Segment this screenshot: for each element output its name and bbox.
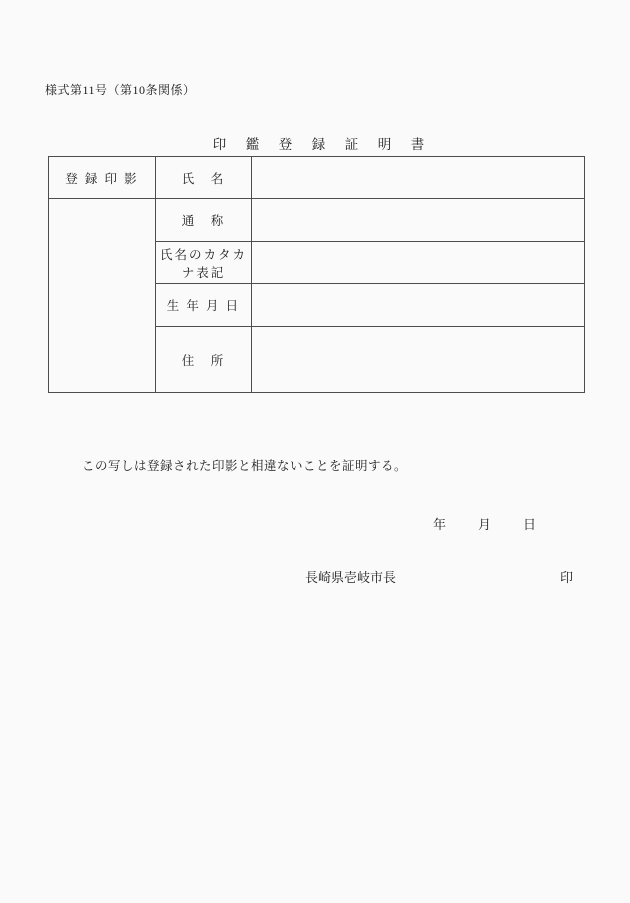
field-value-alias — [252, 199, 585, 242]
signature-line — [305, 567, 573, 586]
seal-placeholder-mark: 印 — [559, 570, 573, 585]
field-label-birthdate: 生 年 月 日 — [156, 284, 252, 327]
field-label-katakana-name: 氏名のカタカナ表記 — [156, 242, 252, 284]
field-label-address: 住 所 — [156, 327, 252, 393]
certification-statement: この写しは登録された印影と相違ないことを証明する。 — [82, 459, 408, 473]
field-value-birthdate — [252, 284, 585, 327]
field-value-address — [252, 327, 585, 393]
seal-impression-area — [49, 199, 156, 393]
date-line: 年 月 日 — [433, 517, 539, 532]
form-number: 様式第11号（第10条関係） — [45, 83, 196, 97]
field-value-name — [252, 157, 585, 199]
field-label-name: 氏 名 — [156, 157, 252, 199]
field-label-alias: 通 称 — [156, 199, 252, 242]
document-title: 印 鑑 登 録 証 明 書 — [212, 137, 428, 152]
field-value-katakana-name — [252, 242, 585, 284]
issuer-title: 長崎県壱岐市長 — [305, 570, 397, 585]
seal-impression-label: 登 録 印 影 — [49, 157, 156, 199]
registration-table — [48, 156, 585, 393]
